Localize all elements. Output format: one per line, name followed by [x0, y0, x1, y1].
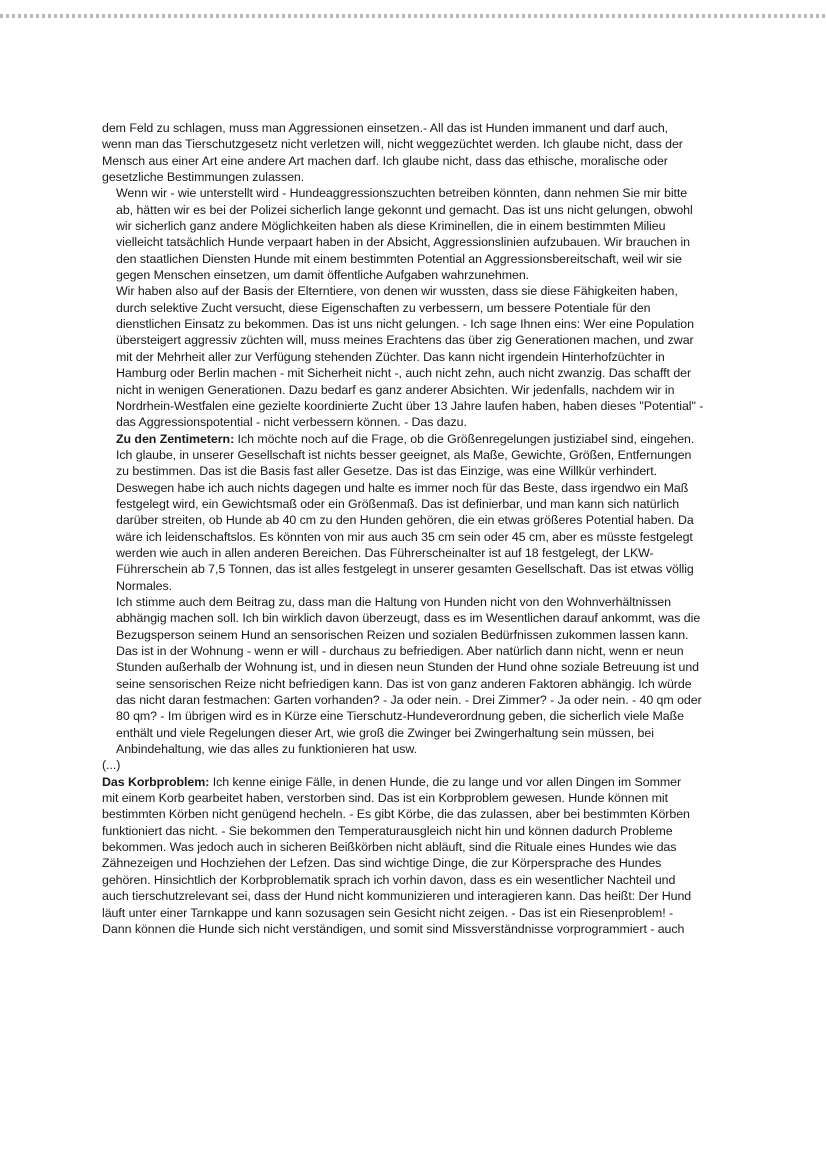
text-run: Ich möchte noch auf die Frage, ob die Größenregelungen justiziabel sind, eingehen.: [234, 431, 695, 446]
text-line: Dann können die Hunde sich nicht verständigen, und somit sind Missverständnisse vorprogrammiert - auch: [102, 921, 685, 936]
text-line: [102, 774, 772, 790]
text-line: bestimmten Körben nicht genügend hecheln. - Es gibt Körbe, die das zulassen, aber bei bestimmten Körben: [102, 807, 690, 822]
text-line: Stunden außerhalb der Wohnung ist, und in diesen neun Stunden der Hund ohne soziale Betreuung ist und: [116, 660, 700, 675]
text-line: Anbindehaltung, wie das alles zu funktionieren hat usw.: [116, 742, 418, 757]
text-line: darüber streiten, ob Hunde ab 40 cm zu den Hunden gehören, die ein etwas größeres Potential haben. Da: [116, 513, 694, 528]
text-line: durch selektive Zucht versucht, diese Eigenschaften zu verbessern, um bessere Potentiale für den: [116, 300, 651, 315]
text-line: wir sicherlich ganz andere Möglichkeiten haben als diese Kriminellen, die in einem bestimmten Milieu: [116, 219, 666, 234]
text-run: Ich kenne einige Fälle, in denen Hunde, die zu lange und vor allen Dingen im Sommer: [209, 774, 682, 789]
text-line: seine sensorischen Reize nicht befriedigen kann. Das ist von ganz anderen Faktoren abhängig. Ich würde: [116, 676, 692, 691]
paragraph-heading: Das Korbproblem:: [102, 774, 210, 789]
text-line: Deswegen habe ich auch nichts dagegen und halte es immer noch für das Beste, dass irgendwo ein Maß: [116, 480, 689, 495]
text-line: Ich glaube, in unserer Gesellschaft ist nichts besser geeignet, als Maße, Gewichte, Größen, Entfernungen: [116, 447, 692, 462]
paragraph-p2: [102, 185, 772, 283]
text-line: gesetzliche Bestimmungen zulassen.: [102, 170, 305, 185]
text-line: abhängig machen soll. Ich bin wirklich davon überzeugt, dass es im Wesentlichen darauf ankommt, was die: [116, 611, 701, 626]
text-line: Normales.: [116, 578, 173, 593]
paragraph-p4: [102, 431, 772, 594]
scan-top-edge: [0, 14, 826, 18]
text-line: [102, 431, 772, 447]
text-line: Wir haben also auf der Basis der Elterntiere, von denen wir wussten, dass sie diese Fähigkeiten haben,: [116, 284, 678, 299]
text-line: Führerschein ab 7,5 Tonnen, das ist alles festgelegt in unserer gesamten Gesellschaft. Das ist etwas völlig: [116, 562, 694, 577]
text-line: Zähnezeigen und Hochziehen der Lefzen. Das sind wichtige Dinge, die zur Körpersprache des Hundes: [102, 856, 662, 871]
text-line: festgelegt wird, ein Gewichtsmaß oder ein Größenmaß. Das ist definierbar, und man kann sich natürlich: [116, 496, 680, 511]
text-line: gehören. Hinsichtlich der Korbproblematik sprach ich vorhin davon, dass es ein wesentlicher Nachteil und: [102, 872, 676, 887]
text-line: (...): [102, 758, 121, 773]
text-line: dienstlichen Einsatz zu bekommen. Das ist uns nicht gelungen. - Ich sage Ihnen eins: Wer eine Population: [116, 317, 694, 332]
document-page: [102, 120, 772, 937]
text-line: wenn man das Tierschutzgesetz nicht verletzen will, nicht weggezüchtet werden. Ich glaube nicht, dass der: [102, 137, 683, 152]
paragraph-p1: [102, 120, 772, 185]
text-line: 80 qm? - Im übrigen wird es in Kürze eine Tierschutz-Hundeverordnung geben, die sicherlich viele Maße: [116, 709, 684, 724]
text-line: mit einem Korb gearbeitet haben, verstorben sind. Das ist ein Korbproblem gewesen. Hunde können mit: [102, 791, 669, 806]
text-line: Nordrhein-Westfalen eine gezielte koordinierte Zucht über 13 Jahre laufen haben, haben dieses "Potential" -: [116, 398, 704, 413]
text-line: Wenn wir - wie unterstellt wird - Hundeaggressionszuchten betreiben könnten, dann nehmen Sie mir bitte: [116, 186, 688, 201]
text-line: das Aggressionspotential - nicht verbessern können. - Das dazu.: [116, 415, 467, 430]
text-line: den staatlichen Diensten Hunde mit einem bestimmten Potential an Aggressionsbereitschaft, weil wir sie: [116, 251, 682, 266]
text-line: läuft unter einer Tarnkappe und kann sozusagen sein Gesicht nicht zeigen. - Das ist ein Riesenproblem! -: [102, 905, 674, 920]
text-line: Bezugsperson seinem Hund an sensorischen Reizen und sozialen Bedürfnissen zukommen lassen kann.: [116, 627, 689, 642]
text-line: vielleicht tatsächlich Hunde verpaart haben in der Absicht, Aggressionslinien aufzubauen. Wir brauchen in: [116, 235, 691, 250]
text-line: Mensch aus einer Art eine andere Art machen darf. Ich glaube nicht, dass das ethische, moralische oder: [102, 153, 668, 168]
paragraph-p3: [102, 283, 772, 430]
text-line: mit der Mehrheit aller zur Verfügung stehenden Züchter. Das kann nicht irgendein Hinterhofzüchter in: [116, 349, 665, 364]
text-line: Ich stimme auch dem Beitrag zu, dass man die Haltung von Hunden nicht von den Wohnverhältnissen: [116, 594, 671, 609]
text-line: Das ist in der Wohnung - wenn er will - durchaus zu befriedigen. Aber natürlich dann nicht, wenn er neun: [116, 644, 684, 658]
text-line: dem Feld zu schlagen, muss man Aggressionen einsetzen.- All das ist Hunden immanent und darf auch,: [102, 121, 669, 135]
paragraph-heading: Zu den Zentimetern:: [116, 431, 235, 446]
text-line: funktioniert das nicht. - Sie bekommen den Temperaturausgleich nicht hin und können dadurch Probleme: [102, 823, 673, 838]
text-line: auch tierschutzrelevant sei, dass der Hund nicht kommunizieren und interagieren kann. Das heißt: Der Hund: [102, 889, 692, 904]
text-line: zu bestimmen. Das ist die Basis fast aller Gesetze. Das ist das Einzige, was eine Willkür verhindert.: [116, 464, 658, 479]
text-line: nicht in wenigen Generationen. Dazu bedarf es ganz anderer Absichten. Wir jedenfalls, nachdem wir in: [116, 382, 675, 397]
text-line: das nicht daran festmachen: Garten vorhanden? - Ja oder nein. - Drei Zimmer? - Ja oder nein. - 40 qm oder: [116, 693, 702, 708]
paragraph-p6: [102, 757, 772, 773]
text-line: ab, hätten wir es bei der Polizei sicherlich lange gekonnt und gemacht. Das ist uns nicht gelungen, obwohl: [116, 202, 693, 217]
text-line: enthält und viele Regelungen dieser Art, wie groß die Zwinger bei Zwingerhaltung sein müssen, bei: [116, 725, 654, 740]
text-line: wäre ich leidenschaftslos. Es könnten von mir aus auch 35 cm sein oder 45 cm, aber es müsste festgelegt: [116, 529, 693, 544]
paragraph-p7: [102, 774, 772, 937]
text-line: gegen Menschen einsetzen, um damit öffentliche Aufgaben wahrzunehmen.: [116, 268, 530, 283]
text-line: werden wie auch in allen anderen Bereichen. Das Führerscheinalter ist auf 18 festgelegt, der LKW-: [116, 545, 654, 560]
text-line: Hamburg oder Berlin machen - mit Sicherheit nicht -, auch nicht zehn, auch nicht zwanzig. Das schafft der: [116, 366, 692, 381]
text-line: übersteigert aggressiv züchten will, muss meines Erachtens das über zig Generationen machen, und zwar: [116, 333, 694, 348]
text-line: bekommen. Was jedoch auch in sicheren Beißkörben nicht abläuft, sind die Rituale eines Hundes wie das: [102, 840, 677, 855]
paragraph-p5: [102, 594, 772, 757]
